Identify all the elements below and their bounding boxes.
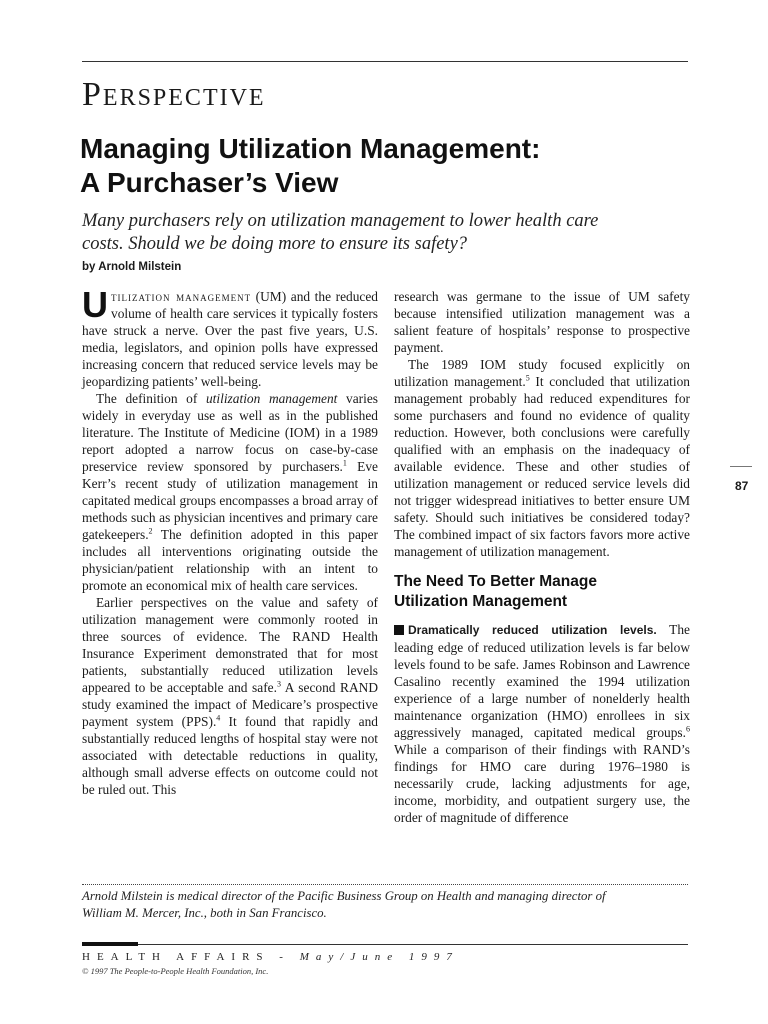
journal-name: HEALTH AFFAIRS (82, 951, 270, 963)
article-title (80, 132, 680, 200)
subhead-line-1: The Need To Better Manage (394, 573, 597, 590)
footnote-ref: 4 (216, 713, 221, 723)
paragraph (394, 621, 690, 826)
byline: by Arnold Milstein (82, 261, 182, 273)
paragraph-text: It found that rapidly and substantially reduced lengths of hospital stay were not associated with detectable reductions in quality, although small adverse effects on outcome could not be ruled out. This (82, 714, 378, 797)
footnote-ref: 1 (342, 458, 347, 468)
lead-in: tilization management (111, 289, 252, 304)
footnote-line-1: Arnold Milstein is medical director of the Pacific Business Group on Health and managing director of (82, 889, 606, 903)
paragraph-text: (UM) and the reduced volume of health care services it typically fosters have struck a nerve. Over the past five years, U.S. media, legislators, and opinion polls have expressed increasing concern that reduced service levels may be jeopardizing patients’ well-being. (82, 289, 378, 389)
paragraph: research was germane to the issue of UM safety because intensified utilization management was a salient feature of hospitals’ response to prospective payment. (394, 289, 690, 355)
journal-separator: - (279, 951, 290, 963)
paragraph (82, 284, 378, 390)
paragraph (82, 594, 378, 798)
paragraph-text: The definition adopted in this paper includes all interventions originating outside the physician/patient relationship with an intent to promote an economical mix of health care services. (82, 527, 378, 593)
footnote-ref: 6 (686, 724, 690, 734)
paragraph-text: varies widely in everyday use as well as in the published literature. The Institute of Medicine (IOM) in a 1989 report adopted a narrow focus on case-by-case preservice review sponsored by purchasers. (82, 391, 378, 474)
subhead-line-2: Utilization Management (394, 593, 568, 610)
section-label: Perspective (82, 76, 266, 113)
copyright: © 1997 The People-to-People Health Foundation, Inc. (82, 966, 269, 976)
paragraph-text: Eve Kerr’s recent study of utilization management in capitated medical groups encompasses a broad array of methods such as physician incentives and primary care gatekeepers. (82, 459, 378, 542)
paragraph-text: Earlier perspectives on the value and safety of utilization management were commonly rooted in three sources of evidence. The RAND Health Insurance Experiment demonstrated that for most patients, substantially reduced utilization levels appeared to be acceptable and safe. (82, 595, 378, 695)
footer-rule (138, 944, 688, 945)
footnote-ref: 2 (148, 526, 153, 536)
paragraph-text: While a comparison of their findings with RAND’s findings for HMO care during 1976–1980 is necessarily crude, lacking adjustments for age, income, morbidity, and outpatient surgery use, the order of magnitude of difference (394, 742, 690, 825)
drop-cap: U (82, 284, 108, 325)
page-number-tick (730, 466, 752, 467)
deck-line-2: costs. Should we be doing more to ensure its safety? (82, 234, 468, 254)
defined-term: utilization management (205, 391, 338, 406)
page-number: 87 (735, 479, 749, 493)
paragraph (394, 356, 690, 560)
footnote-ref: 5 (525, 373, 530, 383)
paragraph-text: A second RAND study examined the impact of Medicare’s prospective payment system (PPS). (82, 680, 378, 729)
body-column-left (82, 284, 378, 798)
article-deck (82, 210, 682, 256)
top-rule (82, 61, 688, 62)
paragraph-text: The 1989 IOM study focused explicitly on utilization management. (394, 357, 690, 389)
journal-footer (82, 951, 459, 963)
footer-rule-thick (82, 942, 138, 946)
paragraph (82, 390, 378, 594)
paragraph-text: The leading edge of reduced utilization levels is far below levels found to be safe. James Robinson and Lawrence Casalino recently examined the 1994 utilization experience of a large number of nonelderly health maintenance organization (HMO) enrollees in six aggressively managed, capitated medical groups. (394, 622, 690, 740)
body-column-right (394, 288, 690, 826)
run-in-head: Dramatically reduced utilization levels. (408, 623, 657, 637)
title-line-2: A Purchaser’s View (80, 167, 339, 198)
footnote-ref: 3 (276, 679, 281, 689)
paragraph-text: The definition of (96, 391, 206, 406)
author-footnote (82, 888, 692, 922)
footnote-divider (82, 884, 688, 885)
title-line-1: Managing Utilization Management: (80, 133, 541, 164)
square-bullet-icon (394, 625, 404, 635)
section-subhead (394, 572, 690, 612)
journal-issue: May/June 1997 (299, 951, 459, 963)
footnote-line-2: William M. Mercer, Inc., both in San Francisco. (82, 906, 327, 920)
deck-line-1: Many purchasers rely on utilization management to lower health care (82, 211, 599, 231)
paragraph-text: It concluded that utilization management probably had reduced expenditures for some purchasers and found no evidence of quality reduction. However, both conclusions were carefully qualified with an emphasis on the inadequacy of available evidence. These and other studies of utilization management or reduced service levels did not trigger widespread initiatives to better ensure UM safety. Should such initiatives be considered today? The combined impact of six factors favors more active management of utilization management. (394, 374, 690, 559)
